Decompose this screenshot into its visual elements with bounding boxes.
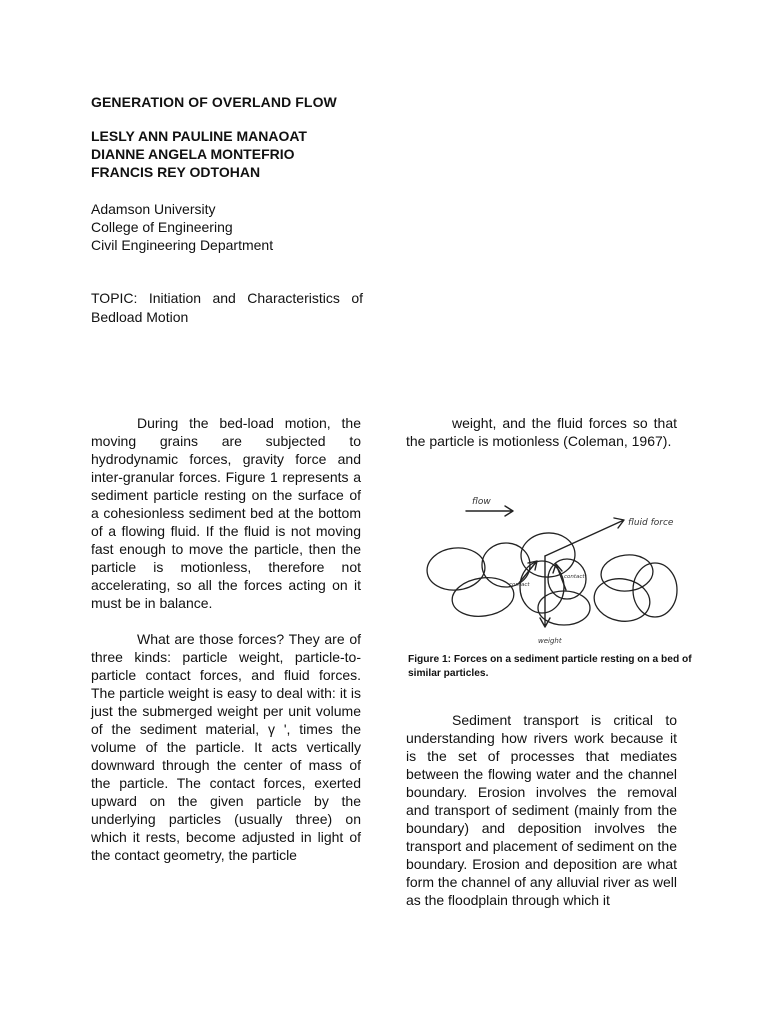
bed-particle — [633, 563, 677, 617]
right-column-top — [406, 414, 677, 450]
author-name: LESLY ANN PAULINE MANAOAT — [91, 128, 307, 144]
affiliation-department: Civil Engineering Department — [91, 237, 274, 253]
bed-particle — [591, 574, 653, 625]
body-paragraph: weight, and the fluid forces so that the particle is motionless (Coleman, 1967). — [406, 415, 677, 449]
author-name: DIANNE ANGELA MONTEFRIO — [91, 146, 295, 162]
contact-label-right: contact — [564, 574, 585, 580]
flow-label: flow — [472, 497, 491, 507]
figure-caption: Figure 1: Forces on a sediment particle resting on a bed of similar particles. — [408, 654, 692, 679]
bed-particle — [450, 574, 517, 620]
paper-title: GENERATION OF OVERLAND FLOW — [91, 94, 337, 110]
figure-1-sketch — [406, 487, 689, 649]
affiliation-college: College of Engineering — [91, 219, 233, 235]
author-list — [91, 127, 307, 181]
body-paragraph: What are those forces? They are of three kinds: particle weight, particle-to-particle contact forces, and fluid forces. The particle weight is easy to deal with: it is just the submerged weight per unit volume of the sediment material, γ ', times the volume of the particle. It acts vertically downward through the center of mass of the particle. The contact forces, exerted upward on the given particle by the underlying particles (usually three) on which it rests, become adjusted in light of the contact geometry, the particle — [91, 631, 361, 863]
bed-particle — [538, 591, 590, 625]
left-column — [91, 414, 361, 864]
body-paragraph: Sediment transport is critical to understanding how rivers work because it is the set of processes that mediates between the flowing water and the channel boundary. Erosion involves the removal and transport of sediment (mainly from the boundary) and deposition involves the transport and placement of sediment on the boundary. Erosion and deposition are what form the channel of any alluvial river as well as the floodplain through which it — [406, 712, 677, 908]
weight-label: weight — [538, 637, 562, 645]
contact-arrow-left — [519, 561, 537, 583]
bed-particle — [599, 552, 654, 593]
body-paragraph: During the bed-load motion, the moving grains are subjected to hydrodynamic forces, gravity force and inter-granular forces. Figure 1 represents a sediment particle resting on the surface of a cohesionless sediment bed at the bottom of a flowing fluid. If the fluid is not moving fast enough to move the particle, then the particle is motionless, therefore not accelerating, so all the forces acting on it must be in balance. — [91, 415, 361, 611]
fluid-force-label: fluid force — [628, 518, 674, 528]
right-column-bottom — [406, 711, 677, 909]
affiliation — [91, 200, 273, 254]
contact-label-left: contact — [509, 582, 530, 588]
affiliation-university: Adamson University — [91, 201, 216, 217]
author-name: FRANCIS REY ODTOHAN — [91, 164, 261, 180]
flow-arrow — [466, 506, 513, 516]
bed-particle — [425, 545, 487, 593]
topic-line: TOPIC: Initiation and Characteristics of Bedload Motion — [91, 290, 363, 325]
fluid-force-arrow — [545, 518, 624, 556]
